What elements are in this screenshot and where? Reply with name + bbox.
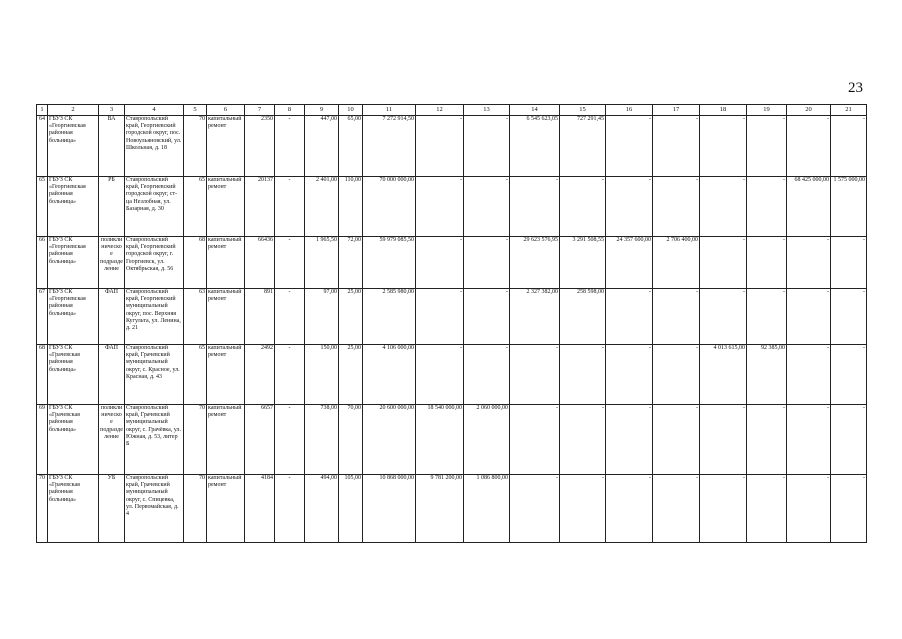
- table-cell: поликлиническое подразделение: [99, 405, 125, 475]
- table-cell: 65,00: [339, 116, 363, 177]
- table-row: [37, 405, 867, 475]
- table-row: [37, 116, 867, 177]
- table-cell: 150,00: [305, 345, 339, 405]
- column-header: 11: [363, 105, 416, 116]
- table-cell: 727 291,45: [560, 116, 606, 177]
- column-header: 17: [653, 105, 700, 116]
- table-cell: -: [416, 289, 464, 345]
- table-cell: -: [560, 177, 606, 237]
- table-cell: -: [700, 116, 747, 177]
- table-cell: -: [787, 289, 831, 345]
- column-header: 14: [510, 105, 560, 116]
- table-cell: -: [747, 237, 787, 289]
- table-cell: 66436: [245, 237, 275, 289]
- table-cell: -: [831, 405, 867, 475]
- column-header: 2: [48, 105, 99, 116]
- table-cell: 6657: [245, 405, 275, 475]
- table-cell: 65: [184, 345, 207, 405]
- table-cell: -: [275, 475, 305, 543]
- table-cell: -: [275, 116, 305, 177]
- table-cell: ГБУЗ СК «Грачевская районная больница»: [48, 345, 99, 405]
- column-header: 15: [560, 105, 606, 116]
- table-cell: -: [275, 289, 305, 345]
- table-cell: 69: [37, 405, 48, 475]
- table-cell: 1 086 800,00: [464, 475, 510, 543]
- table-cell: Ставропольский край, Грачевский муниципальный округ, с. Красное, ул. Красная, д. 43: [125, 345, 184, 405]
- table-cell: Ставропольский край, Георгиевский городской округ, г. Георгиевск, ул. Октябрьская, д. 56: [125, 237, 184, 289]
- table-cell: 63: [184, 289, 207, 345]
- table-cell: -: [653, 289, 700, 345]
- table-cell: -: [831, 345, 867, 405]
- table-cell: -: [606, 177, 653, 237]
- table-cell: 2492: [245, 345, 275, 405]
- table-cell: 25,00: [339, 345, 363, 405]
- table-cell: 92 385,00: [747, 345, 787, 405]
- table-cell: -: [831, 116, 867, 177]
- table-cell: -: [275, 345, 305, 405]
- table-cell: 2 585 980,00: [363, 289, 416, 345]
- table-cell: 1 575 000,00: [831, 177, 867, 237]
- table-cell: -: [560, 345, 606, 405]
- table-cell: -: [416, 116, 464, 177]
- table-cell: 24 357 600,00: [606, 237, 653, 289]
- table-cell: -: [787, 405, 831, 475]
- table-cell: 70,00: [339, 405, 363, 475]
- table-cell: -: [787, 475, 831, 543]
- table-cell: 258 598,00: [560, 289, 606, 345]
- table-cell: 4 106 000,00: [363, 345, 416, 405]
- column-header: 19: [747, 105, 787, 116]
- table-cell: 2 401,00: [305, 177, 339, 237]
- table-cell: капитальный ремонт: [207, 237, 245, 289]
- table-cell: -: [831, 289, 867, 345]
- column-header: 13: [464, 105, 510, 116]
- table-cell: 70: [184, 475, 207, 543]
- table-cell: 7 272 914,50: [363, 116, 416, 177]
- table-cell: Ставропольский край, Георгиевский городской округ, ст-ца Незлобная, ул. Базарная, д. 30: [125, 177, 184, 237]
- table-cell: 2 706 400,00: [653, 237, 700, 289]
- table-cell: 68: [184, 237, 207, 289]
- table-cell: 2 060 000,00: [464, 405, 510, 475]
- table-cell: капитальный ремонт: [207, 475, 245, 543]
- table-row: [37, 177, 867, 237]
- table-row: [37, 289, 867, 345]
- table-cell: 68 425 000,00: [787, 177, 831, 237]
- table-cell: 65: [37, 177, 48, 237]
- column-header: 3: [99, 105, 125, 116]
- table-cell: 97,00: [305, 289, 339, 345]
- table-cell: 70: [184, 116, 207, 177]
- table-cell: 891: [245, 289, 275, 345]
- table-cell: ФАП: [99, 289, 125, 345]
- table-cell: ВА: [99, 116, 125, 177]
- column-header: 18: [700, 105, 747, 116]
- table-cell: 20137: [245, 177, 275, 237]
- table-cell: -: [560, 405, 606, 475]
- table-cell: 66: [37, 237, 48, 289]
- table-cell: -: [510, 475, 560, 543]
- table-row: [37, 345, 867, 405]
- table-cell: 738,00: [305, 405, 339, 475]
- capital-repair-table: [36, 104, 867, 543]
- column-header: 1: [37, 105, 48, 116]
- table-cell: 9 781 200,00: [416, 475, 464, 543]
- table-cell: Ставропольский край, Георгиевский городской округ, пос. Новоульяновский, ул. Школьная, д. 18: [125, 116, 184, 177]
- table-cell: Ставропольский край, Георгиевский муниципальный округ, пос. Верхняя Кугульта, ул. Ленина, д. 21: [125, 289, 184, 345]
- table-cell: -: [700, 475, 747, 543]
- column-header: 21: [831, 105, 867, 116]
- table-cell: -: [700, 405, 747, 475]
- table-cell: 105,00: [339, 475, 363, 543]
- table-cell: -: [464, 116, 510, 177]
- column-header: 10: [339, 105, 363, 116]
- table-cell: 494,00: [305, 475, 339, 543]
- page-number: 23: [848, 80, 863, 96]
- table-row: [37, 237, 867, 289]
- column-header: 16: [606, 105, 653, 116]
- table-cell: 29 623 576,95: [510, 237, 560, 289]
- table-body: [37, 116, 867, 543]
- table-cell: 25,00: [339, 289, 363, 345]
- table-cell: -: [606, 289, 653, 345]
- table-cell: капитальный ремонт: [207, 405, 245, 475]
- table-cell: 70: [37, 475, 48, 543]
- table-cell: -: [700, 289, 747, 345]
- table-cell: -: [510, 345, 560, 405]
- table-cell: -: [700, 237, 747, 289]
- table-cell: -: [464, 289, 510, 345]
- table-cell: -: [606, 116, 653, 177]
- table-cell: 10 868 000,00: [363, 475, 416, 543]
- column-header: 20: [787, 105, 831, 116]
- table-cell: Ставропольский край, Грачевский муниципальный округ, с. Грачёвка, ул. Южная, д. 53, литер Б: [125, 405, 184, 475]
- table-cell: Ставропольский край, Грачевский муниципальный округ, с. Спицевка, ул. Первомайская, д. 4: [125, 475, 184, 543]
- table-cell: -: [606, 405, 653, 475]
- table-cell: 72,00: [339, 237, 363, 289]
- table-cell: 2350: [245, 116, 275, 177]
- table-cell: -: [747, 177, 787, 237]
- table-cell: -: [787, 237, 831, 289]
- table-cell: -: [510, 177, 560, 237]
- table-cell: -: [416, 177, 464, 237]
- table-cell: 20 600 000,00: [363, 405, 416, 475]
- table-cell: капитальный ремонт: [207, 345, 245, 405]
- table-cell: РБ: [99, 177, 125, 237]
- table-cell: -: [416, 345, 464, 405]
- table-row: [37, 475, 867, 543]
- table-cell: 70 000 000,00: [363, 177, 416, 237]
- table-cell: капитальный ремонт: [207, 177, 245, 237]
- table-cell: УБ: [99, 475, 125, 543]
- table-cell: 70: [184, 405, 207, 475]
- table-cell: ГБУЗ СК «Грачевская районная больница»: [48, 405, 99, 475]
- table-cell: -: [653, 116, 700, 177]
- table-cell: -: [653, 475, 700, 543]
- table-cell: 3 291 508,55: [560, 237, 606, 289]
- table-cell: 64: [37, 116, 48, 177]
- table-cell: -: [464, 237, 510, 289]
- table-cell: ГБУЗ СК «Георгиевская районная больница»: [48, 116, 99, 177]
- table-cell: 6 545 623,05: [510, 116, 560, 177]
- column-header: 7: [245, 105, 275, 116]
- table-cell: 65: [184, 177, 207, 237]
- table-cell: -: [747, 475, 787, 543]
- column-header: 12: [416, 105, 464, 116]
- column-header: 8: [275, 105, 305, 116]
- table-cell: -: [787, 345, 831, 405]
- table-cell: -: [831, 237, 867, 289]
- table-cell: -: [560, 475, 606, 543]
- table-cell: -: [464, 177, 510, 237]
- table-cell: 4184: [245, 475, 275, 543]
- table-cell: 68: [37, 345, 48, 405]
- table-cell: 1 965,50: [305, 237, 339, 289]
- table-cell: -: [653, 177, 700, 237]
- table-cell: 67: [37, 289, 48, 345]
- table-cell: 18 540 000,00: [416, 405, 464, 475]
- table-cell: -: [747, 116, 787, 177]
- table-cell: ГБУЗ СК «Георгиевская районная больница»: [48, 289, 99, 345]
- table-cell: -: [510, 405, 560, 475]
- table-cell: -: [416, 237, 464, 289]
- table-cell: 110,00: [339, 177, 363, 237]
- table-cell: капитальный ремонт: [207, 289, 245, 345]
- table-cell: 447,00: [305, 116, 339, 177]
- table-cell: капитальный ремонт: [207, 116, 245, 177]
- table-cell: -: [606, 345, 653, 405]
- table-cell: -: [787, 116, 831, 177]
- table-cell: -: [606, 475, 653, 543]
- table-cell: 2 327 382,00: [510, 289, 560, 345]
- header-row: [37, 105, 867, 116]
- table-cell: -: [653, 405, 700, 475]
- table-cell: ГБУЗ СК «Георгиевская районная больница»: [48, 237, 99, 289]
- table-cell: ФАП: [99, 345, 125, 405]
- column-header: 6: [207, 105, 245, 116]
- table-cell: -: [747, 289, 787, 345]
- column-header: 9: [305, 105, 339, 116]
- table-cell: ГБУЗ СК «Георгиевская районная больница»: [48, 177, 99, 237]
- table-cell: 4 013 615,00: [700, 345, 747, 405]
- table-cell: -: [831, 475, 867, 543]
- table-cell: 59 979 085,50: [363, 237, 416, 289]
- table-cell: -: [275, 237, 305, 289]
- table-cell: -: [747, 405, 787, 475]
- table-cell: -: [653, 345, 700, 405]
- column-header: 5: [184, 105, 207, 116]
- table-cell: -: [275, 177, 305, 237]
- table-cell: -: [700, 177, 747, 237]
- table-cell: -: [464, 345, 510, 405]
- table-cell: поликлиническое подразделение: [99, 237, 125, 289]
- table-cell: -: [275, 405, 305, 475]
- table-cell: ГБУЗ СК «Грачевская районная больница»: [48, 475, 99, 543]
- column-header: 4: [125, 105, 184, 116]
